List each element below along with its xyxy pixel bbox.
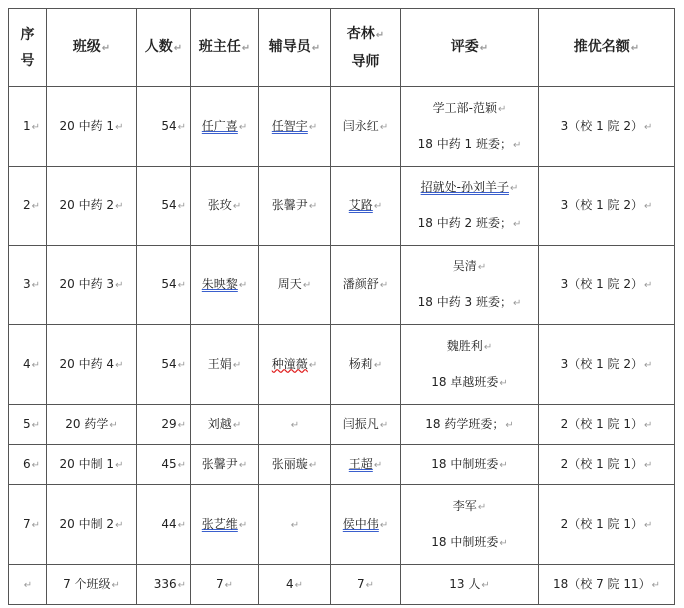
total-mentor	[331, 565, 401, 605]
paragraph-mark: ↵	[290, 419, 300, 431]
cell-class-text: 20 中药 2	[59, 198, 115, 212]
total-counselor-text: 4	[285, 576, 294, 591]
paragraph-mark: ↵	[23, 579, 33, 591]
paragraph-mark: ↵	[232, 201, 242, 212]
paragraph-mark: ↵	[499, 377, 508, 389]
cell-count-text: 29	[161, 416, 177, 431]
header-mentor-line1: 杏林	[346, 25, 375, 42]
cell-quota	[539, 87, 675, 167]
paragraph-mark: ↵	[365, 579, 375, 591]
cell-no-text: 2	[22, 198, 31, 212]
paragraph-mark: ↵	[31, 359, 40, 371]
cell-count-text: 54	[161, 198, 177, 212]
header-judge-label: 评委	[450, 38, 479, 55]
paragraph-mark: ↵	[375, 29, 385, 41]
cell-count-text: 54	[161, 277, 177, 291]
cell-judge	[401, 405, 539, 445]
paragraph-mark: ↵	[379, 280, 389, 291]
header-quota-label: 推优名额	[573, 38, 630, 55]
total-head-teacher	[191, 565, 259, 605]
cell-no	[9, 87, 47, 167]
total-mentor-text: 7	[356, 576, 365, 591]
header-counselor-label: 辅导员	[268, 38, 311, 55]
cell-mentor-text: 侯中伟	[342, 516, 379, 531]
total-row	[9, 565, 675, 605]
paragraph-mark: ↵	[177, 201, 186, 212]
paragraph-mark: ↵	[643, 280, 653, 291]
cell-class-text: 20 中制 1	[59, 456, 115, 471]
cell-no-text: 4	[22, 356, 31, 371]
paragraph-mark: ↵	[232, 359, 242, 371]
cell-no-text: 5	[22, 416, 31, 431]
paragraph-mark: ↵	[241, 42, 251, 54]
table-row	[9, 485, 675, 565]
cell-mentor	[331, 167, 401, 246]
cell-count-text: 54	[161, 356, 177, 371]
cell-head-teacher	[191, 87, 259, 167]
cell-count	[137, 246, 191, 325]
cell-class	[47, 405, 137, 445]
paragraph-mark: ↵	[177, 419, 186, 431]
cell-judge-line1: 魏胜利	[446, 338, 483, 353]
paragraph-mark: ↵	[499, 459, 508, 471]
paragraph-mark: ↵	[630, 42, 640, 54]
table-row	[9, 325, 675, 405]
paragraph-mark: ↵	[643, 201, 653, 212]
paragraph-mark: ↵	[31, 519, 40, 531]
paragraph-mark: ↵	[308, 201, 318, 212]
header-count	[137, 9, 191, 87]
cell-judge-line1: 李军	[452, 498, 477, 513]
paragraph-mark: ↵	[238, 121, 248, 133]
cell-head-teacher-text: 张玫	[207, 198, 232, 212]
cell-mentor	[331, 405, 401, 445]
total-count-text: 336	[153, 576, 177, 591]
paragraph-mark: ↵	[109, 419, 118, 431]
header-head-teacher-label: 班主任	[198, 38, 241, 55]
cell-no	[9, 167, 47, 246]
header-class-label: 班级	[72, 38, 101, 55]
paragraph-mark: ↵	[115, 519, 124, 531]
cell-mentor	[331, 87, 401, 167]
cell-counselor	[259, 167, 331, 246]
cell-counselor	[259, 485, 331, 565]
cell-quota-text: 2（校 1 院 1）	[560, 416, 643, 431]
cell-no-text: 3	[22, 277, 31, 291]
cell-head-teacher-text: 张艺维	[201, 516, 238, 531]
total-count	[137, 565, 191, 605]
paragraph-mark: ↵	[173, 42, 183, 54]
cell-judge	[401, 325, 539, 405]
cell-quota-text: 2（校 1 院 1）	[560, 456, 643, 471]
paragraph-mark: ↵	[177, 121, 186, 133]
paragraph-mark: ↵	[115, 459, 124, 471]
header-mentor	[331, 9, 401, 87]
header-head-teacher	[191, 9, 259, 87]
cell-counselor	[259, 87, 331, 167]
paragraph-mark: ↵	[177, 359, 186, 371]
cell-head-teacher-text: 王娟	[207, 356, 232, 371]
header-count-label: 人数	[144, 38, 173, 55]
paragraph-mark: ↵	[31, 280, 40, 291]
cell-count-text: 44	[161, 516, 177, 531]
cell-counselor-text: 任智宇	[271, 118, 308, 133]
paragraph-mark: ↵	[224, 579, 234, 591]
paragraph-mark: ↵	[643, 419, 653, 431]
cell-judge-line1: 吴清	[452, 259, 477, 273]
class-recommendation-table	[8, 8, 675, 605]
cell-head-teacher	[191, 445, 259, 485]
cell-judge	[401, 445, 539, 485]
paragraph-mark: ↵	[238, 280, 248, 291]
cell-quota	[539, 445, 675, 485]
cell-class-text: 20 药学	[65, 416, 109, 431]
cell-head-teacher	[191, 167, 259, 246]
paragraph-mark: ↵	[302, 280, 312, 291]
paragraph-mark: ↵	[512, 298, 522, 309]
cell-count	[137, 87, 191, 167]
cell-mentor-text: 闫永红	[342, 118, 379, 133]
paragraph-mark: ↵	[481, 579, 490, 591]
paragraph-mark: ↵	[497, 103, 507, 115]
paragraph-mark: ↵	[643, 519, 653, 531]
total-quota-text: 18（校 7 院 11）	[552, 576, 651, 591]
paragraph-mark: ↵	[177, 459, 186, 471]
cell-counselor	[259, 405, 331, 445]
paragraph-mark: ↵	[177, 519, 186, 531]
total-head-teacher-text: 7	[215, 576, 224, 591]
paragraph-mark: ↵	[101, 42, 111, 54]
cell-count	[137, 445, 191, 485]
paragraph-mark: ↵	[643, 359, 653, 371]
cell-mentor	[331, 485, 401, 565]
cell-counselor	[259, 246, 331, 325]
total-class	[47, 565, 137, 605]
paragraph-mark: ↵	[115, 121, 124, 133]
cell-judge	[401, 87, 539, 167]
header-counselor	[259, 9, 331, 87]
cell-class-text: 20 中药 1	[59, 118, 115, 133]
paragraph-mark: ↵	[177, 579, 186, 591]
cell-class	[47, 485, 137, 565]
paragraph-mark: ↵	[115, 201, 124, 212]
cell-quota	[539, 246, 675, 325]
paragraph-mark: ↵	[643, 121, 653, 133]
paragraph-mark: ↵	[505, 419, 514, 431]
cell-quota	[539, 485, 675, 565]
cell-head-teacher	[191, 246, 259, 325]
cell-no	[9, 325, 47, 405]
total-no	[9, 565, 47, 605]
cell-count-text: 45	[161, 456, 177, 471]
header-row	[9, 9, 675, 87]
paragraph-mark: ↵	[290, 519, 300, 531]
cell-class	[47, 246, 137, 325]
cell-head-teacher	[191, 325, 259, 405]
cell-quota	[539, 405, 675, 445]
cell-quota-text: 2（校 1 院 1）	[560, 516, 643, 531]
cell-mentor-text: 艾路	[348, 198, 373, 212]
cell-class	[47, 325, 137, 405]
total-judge	[401, 565, 539, 605]
paragraph-mark: ↵	[238, 519, 248, 531]
cell-judge-line2: 18 中药 1 班委；	[417, 136, 512, 151]
table-row	[9, 246, 675, 325]
cell-head-teacher	[191, 485, 259, 565]
paragraph-mark: ↵	[512, 219, 522, 230]
paragraph-mark: ↵	[643, 459, 653, 471]
total-judge-text: 13 人	[449, 576, 481, 591]
paragraph-mark: ↵	[232, 419, 242, 431]
cell-class-text: 20 中药 3	[59, 277, 115, 291]
paragraph-mark: ↵	[373, 359, 383, 371]
cell-class-text: 20 中药 4	[59, 356, 115, 371]
table-row	[9, 87, 675, 167]
cell-counselor-text: 种潼薇	[271, 356, 308, 371]
paragraph-mark: ↵	[483, 341, 493, 353]
paragraph-mark: ↵	[308, 121, 318, 133]
header-no-line1: 序	[20, 26, 35, 43]
paragraph-mark: ↵	[651, 579, 660, 591]
cell-judge-line2: 18 中药 2 班委；	[417, 216, 512, 230]
cell-class	[47, 87, 137, 167]
paragraph-mark: ↵	[373, 459, 383, 471]
cell-counselor-text: 周天	[277, 277, 302, 291]
header-no	[9, 9, 47, 87]
total-class-text: 7 个班级	[63, 576, 111, 591]
paragraph-mark: ↵	[31, 201, 40, 212]
cell-class	[47, 445, 137, 485]
cell-judge-line1: 招就处-孙刘羊子	[420, 180, 509, 194]
table-row	[9, 167, 675, 246]
total-quota	[539, 565, 675, 605]
header-no-line2: 号	[20, 52, 35, 69]
cell-judge-line2: 18 中制班委	[431, 534, 499, 549]
paragraph-mark: ↵	[379, 121, 389, 133]
cell-judge-line1: 18 中制班委	[431, 456, 499, 471]
cell-count	[137, 325, 191, 405]
cell-mentor	[331, 445, 401, 485]
cell-mentor-text: 闫振凡	[342, 416, 379, 431]
header-judge	[401, 9, 539, 87]
cell-head-teacher-text: 任广喜	[201, 118, 238, 133]
cell-quota	[539, 325, 675, 405]
cell-mentor-text: 杨莉	[348, 356, 373, 371]
cell-no-text: 7	[22, 516, 31, 531]
paragraph-mark: ↵	[373, 201, 383, 212]
total-counselor	[259, 565, 331, 605]
cell-quota-text: 3（校 1 院 2）	[560, 277, 643, 291]
cell-no-text: 6	[22, 456, 31, 471]
cell-judge	[401, 485, 539, 565]
paragraph-mark: ↵	[31, 459, 40, 471]
cell-counselor	[259, 445, 331, 485]
cell-count	[137, 405, 191, 445]
cell-head-teacher	[191, 405, 259, 445]
cell-class	[47, 167, 137, 246]
paragraph-mark: ↵	[31, 419, 40, 431]
paragraph-mark: ↵	[115, 280, 124, 291]
cell-quota	[539, 167, 675, 246]
cell-mentor-text: 潘颜舒	[342, 277, 379, 291]
cell-judge-line2: 18 中药 3 班委；	[417, 295, 512, 309]
cell-judge-line1: 学工部-范颖	[432, 100, 497, 115]
paragraph-mark: ↵	[308, 359, 318, 371]
cell-count	[137, 485, 191, 565]
paragraph-mark: ↵	[509, 183, 519, 194]
paragraph-mark: ↵	[177, 280, 186, 291]
paragraph-mark: ↵	[477, 501, 487, 513]
cell-judge-line2: 18 卓越班委	[431, 374, 499, 389]
paragraph-mark: ↵	[311, 42, 321, 54]
cell-count	[137, 167, 191, 246]
paragraph-mark: ↵	[379, 419, 389, 431]
cell-mentor	[331, 325, 401, 405]
cell-counselor-text: 张丽璇	[271, 456, 308, 471]
paragraph-mark: ↵	[512, 139, 522, 151]
cell-no-text: 1	[22, 118, 31, 133]
cell-quota-text: 3（校 1 院 2）	[560, 118, 643, 133]
paragraph-mark: ↵	[31, 121, 40, 133]
cell-quota-text: 3（校 1 院 2）	[560, 198, 643, 212]
cell-judge	[401, 246, 539, 325]
cell-no	[9, 246, 47, 325]
paragraph-mark: ↵	[294, 579, 304, 591]
paragraph-mark: ↵	[379, 519, 389, 531]
cell-no	[9, 485, 47, 565]
paragraph-mark: ↵	[499, 537, 508, 549]
cell-head-teacher-text: 朱映黎	[201, 277, 238, 291]
paragraph-mark: ↵	[308, 459, 318, 471]
paragraph-mark: ↵	[477, 262, 487, 273]
paragraph-mark: ↵	[238, 459, 248, 471]
cell-counselor-text: 张馨尹	[271, 198, 308, 212]
cell-quota-text: 3（校 1 院 2）	[560, 356, 643, 371]
paragraph-mark: ↵	[115, 359, 124, 371]
cell-mentor	[331, 246, 401, 325]
cell-judge-line1: 18 药学班委；	[425, 416, 505, 431]
header-mentor-line2: 导师	[351, 53, 380, 70]
cell-class-text: 20 中制 2	[59, 516, 115, 531]
table-row	[9, 405, 675, 445]
cell-no	[9, 405, 47, 445]
table-row	[9, 445, 675, 485]
paragraph-mark: ↵	[479, 42, 489, 54]
cell-mentor-text: 王超	[348, 456, 373, 471]
cell-no	[9, 445, 47, 485]
cell-judge	[401, 167, 539, 246]
cell-count-text: 54	[161, 118, 177, 133]
cell-head-teacher-text: 刘越	[207, 416, 232, 431]
header-quota	[539, 9, 675, 87]
cell-counselor	[259, 325, 331, 405]
paragraph-mark: ↵	[111, 579, 120, 591]
cell-head-teacher-text: 张馨尹	[201, 456, 238, 471]
header-class	[47, 9, 137, 87]
